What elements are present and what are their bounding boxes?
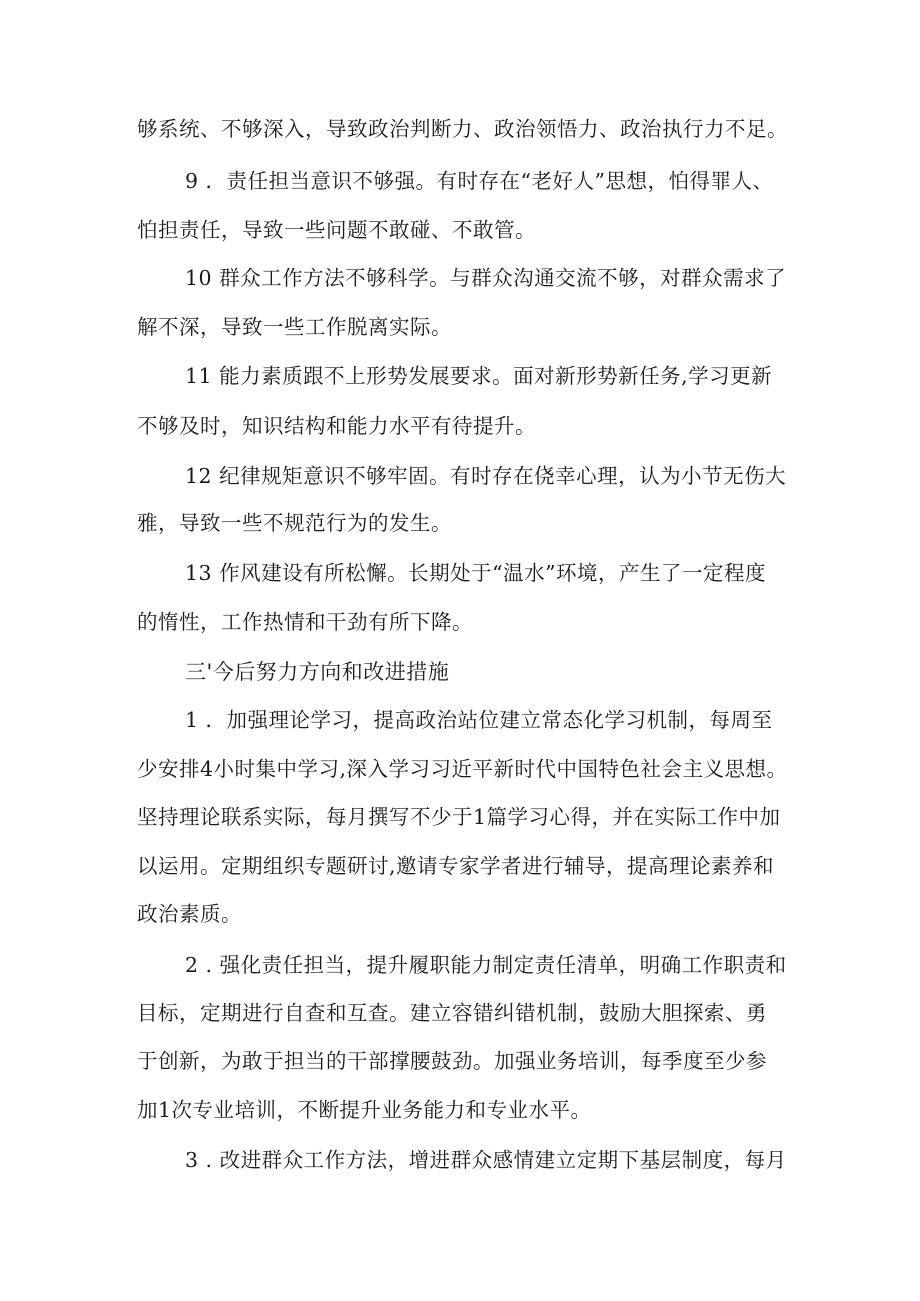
list-item-10: 10 群众工作方法不够科学。与群众沟通交流不够，对群众需求了 (185, 266, 787, 290)
text-line: 于创新，为敢于担当的干部撑腰鼓劲。加强业务培训，每季度至少参 (137, 1049, 767, 1073)
text-line: 的惰性，工作热情和干劲有所下降。 (137, 610, 473, 634)
text-line: 雅，导致一些不规范行为的发生。 (137, 511, 452, 535)
text-line: 怕担责任，导致一些问题不敢碰、不敢管。 (137, 218, 536, 242)
text-line: 少安排4小时集中学习,深入学习习近平新时代中国特色社会主义思想。 (137, 757, 788, 781)
text-line: 以运用。定期组织专题研讨,邀请专家学者进行辅导，提高理论素养和 (137, 854, 775, 878)
text-line: 坚持理论联系实际，每月撰写不少于1篇学习心得，并在实际工作中加 (137, 805, 781, 829)
text-line: 政治素质。 (137, 902, 242, 926)
text-line: 加1次专业培训，不断提升业务能力和专业水平。 (137, 1098, 592, 1122)
list-item-9: 9 ．责任担当意识不够强。有时存在“老好人”思想，怕得罪人、 (185, 169, 774, 193)
measure-item-2: 2 . 强化责任担当，提升履职能力制定责任清单，明确工作职责和 (185, 953, 787, 977)
list-item-13: 13 作风建设有所松懈。长期处于“温水”环境，产生了一定程度 (185, 561, 767, 585)
measure-item-1: 1 ．加强理论学习，提高政治站位建立常态化学习机制，每周至 (185, 708, 773, 732)
list-item-11: 11 能力素质跟不上形势发展要求。面对新形势新任务,学习更新 (185, 364, 773, 388)
text-line: 够系统、不够深入，导致政治判断力、政治领悟力、政治执行力不足。 (137, 117, 788, 141)
measure-item-3: 3 . 改进群众工作方法，增进群众感情建立定期下基层制度，每月 (185, 1148, 787, 1172)
text-line: 不够及时，知识结构和能力水平有待提升。 (137, 414, 536, 438)
text-line: 解不深，导致一些工作脱离实际。 (137, 315, 452, 339)
text-line: 目标，定期进行自查和互查。建立容错纠错机制，鼓励大胆探索、勇 (137, 1001, 767, 1025)
list-item-12: 12 纪律规矩意识不够牢固。有时存在侥幸心理，认为小节无伤大 (185, 464, 787, 488)
section-heading: 三'今后努力方向和改进措施 (185, 660, 450, 684)
